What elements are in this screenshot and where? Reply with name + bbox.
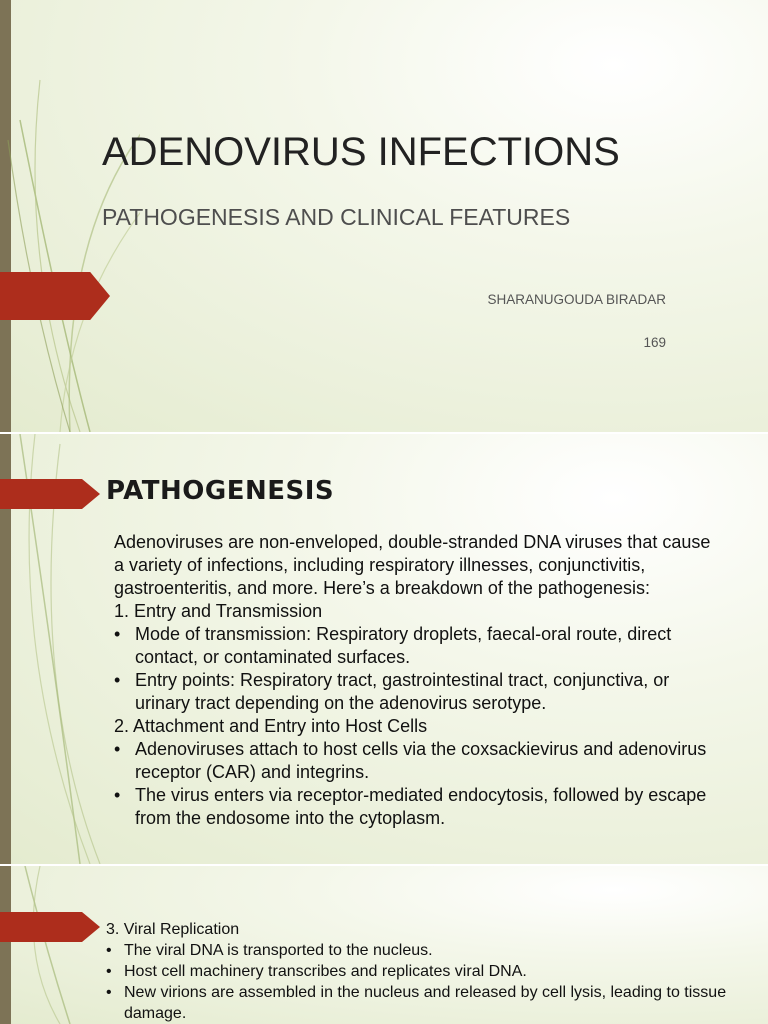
accent-arrow [0,912,100,942]
list-item: • The virus enters via receptor-mediated endocytosis, followed by escape from the endosome into the cytoplasm. [114,784,724,830]
author-name: SHARANUGOUDA BIRADAR [487,292,666,307]
list-item: • Host cell machinery transcribes and replicates viral DNA. [106,961,746,982]
list-item: • The viral DNA is transported to the nucleus. [106,940,746,961]
pathogenesis-slide [0,434,768,864]
section-heading: 2. Attachment and Entry into Host Cells [114,716,428,736]
section-heading: 3. Viral Replication [106,921,240,938]
bullet-list [114,738,724,830]
slide-title: ADENOVIRUS INFECTIONS [102,130,620,174]
list-item: • Mode of transmission: Respiratory droplets, faecal-oral route, direct contact, or contaminated surfaces. [114,623,724,669]
intro-paragraph: Adenoviruses are non-enveloped, double-stranded DNA viruses that cause a variety of infections, including respiratory illnesses, conjunctivitis, gastroenteritis, and more. Here’s a breakdown of the pathogenesis: [114,532,711,598]
slide-title: PATHOGENESIS [106,476,335,506]
slide-subtitle: PATHOGENESIS AND CLINICAL FEATURES [102,204,571,230]
bullet-list [106,940,746,1024]
accent-arrow [0,272,110,320]
list-item: • New virions are assembled in the nucleus and released by cell lysis, leading to tissue damage. [106,982,746,1024]
replication-slide [0,866,768,1024]
section-heading: 1. Entry and Transmission [114,601,323,621]
list-item: • Entry points: Respiratory tract, gastrointestinal tract, conjunctiva, or urinary tract depending on the adenovirus serotype. [114,669,724,715]
slide-body [106,919,746,1024]
roll-number: 169 [643,335,666,350]
accent-arrow [0,479,100,509]
list-item: • Adenoviruses attach to host cells via the coxsackievirus and adenovirus receptor (CAR) and integrins. [114,738,724,784]
slide-body [114,531,724,830]
bullet-list [114,623,724,715]
title-slide [0,0,768,432]
